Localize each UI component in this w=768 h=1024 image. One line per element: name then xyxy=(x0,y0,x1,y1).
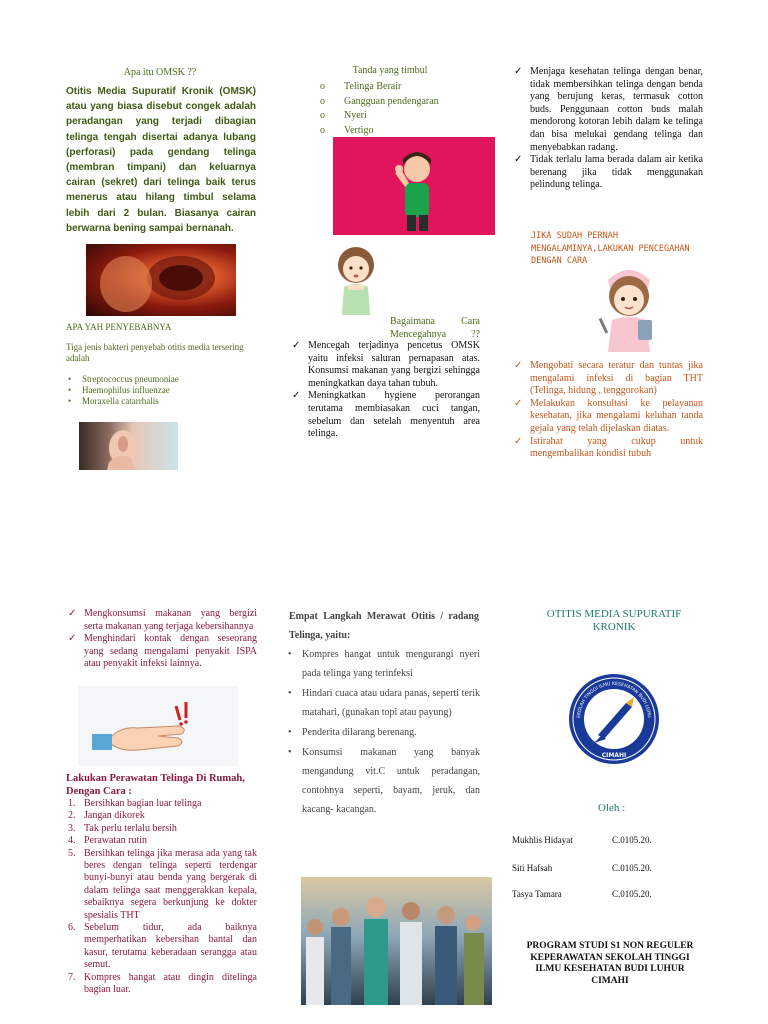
list-item: • Hindari cuaca atau udara panas, seperti terik matahari, (gunakan topi atau payung) xyxy=(286,684,480,722)
author-name: Siti Hafsah xyxy=(512,863,553,873)
list-item: ✓ Istirahat yang cukup untuk mengembalikan kondisi tubuh xyxy=(514,436,703,461)
list-item: 6. Sebelum tidur, ada baiknya memperhatikan kebersihan bantal dan kasur, terutama keberadaan serangga atau semut. xyxy=(68,922,257,971)
list-item: 3. Tak perlu terlalu bersih xyxy=(68,822,177,834)
stikes-logo xyxy=(568,673,660,765)
program-name: PROGRAM STUDI S1 NON REGULER KEPERAWATAN SEKOLAH TINGGI ILMU KESEHATAN BUDI LUHUR CIMAHI xyxy=(526,941,694,986)
cause-text: Tiga jenis bakteri penyebab otitis media tersering adalah xyxy=(66,342,244,363)
cause-heading: APA YAH PENYEBABNYA xyxy=(66,322,172,332)
list-item: ✓ Mengobati secara teratur dan tuntas jika mengalami infeksi di bagian THT (Telinga, hidung , tenggorokan) xyxy=(514,360,703,398)
hand-illustration xyxy=(78,686,238,766)
list-item: ✓ Melakukan konsultasi ke pelayanan kesehatan, jika mengalami keluhan tanda gejala yang telah dijelaskan diatas. xyxy=(514,398,703,436)
hygiene-list xyxy=(68,608,257,671)
author-id: C.0105.20. xyxy=(612,835,652,845)
list-item: ✓ Tidak terlalu lama berada dalam air ketika berenang jika tidak menggunakan pelindung telinga. xyxy=(514,154,703,192)
author-name: Mukhlis Hidayat xyxy=(512,835,573,845)
ear-care-list xyxy=(514,66,703,192)
thinking-girl-illustration xyxy=(330,245,382,315)
list-item: • Kompres hangat untuk mengurangi nyeri pada telinga yang terinfeksi xyxy=(286,645,480,683)
already-list xyxy=(514,360,703,461)
list-item: • Moraxella catarrhalis xyxy=(66,396,262,407)
authors-list xyxy=(512,835,712,915)
author-name: Tasya Tamara xyxy=(512,889,562,899)
author-id: C.0105.20. xyxy=(612,889,652,899)
home-care-list xyxy=(68,798,257,997)
author-row xyxy=(512,835,712,863)
list-item: o Vertigo xyxy=(318,124,488,139)
ear-pain-photo xyxy=(79,422,178,470)
prevent-heading: Bagaimana Cara Mencegahnya ?? xyxy=(390,316,480,340)
already-heading: JIKA SUDAH PERNAH MENGALAMINYA,LAKUKAN PENCEGAHAN DENGAN CARA xyxy=(531,231,690,266)
healthcare-workers-photo xyxy=(301,877,492,1005)
omsk-definition: Otitis Media Supuratif Kronik (OMSK) atau yang biasa disebut congek adalah peradangan yang terjadi dibagian telinga tengah disertai adanya lubang (perforasi) pada gendang telinga (membran timpani) dan keluarnya cairan (sekret) dari telinga baik terus menerus atau hilang timbul selama lebih dari 2 bulan. Biasanya cairan berwarna bening sampai bernanah. xyxy=(66,86,256,234)
omsk-question-heading: Apa itu OMSK ?? xyxy=(123,67,197,78)
list-item: ✓ Menjaga kesehatan telinga dengan benar, tidak membersihkan telinga dengan benda yang berujung keras, termasuk cotton buds. Penggunaan cotton buds malah mendorong kotoran lebih dalam ke telinga dan bisa melukai gendang telinga dan menyebabkan radang. xyxy=(514,66,703,154)
list-item: ✓ Mencegah terjadinya pencetus OMSK yaitu infeksi saluran pernapasan atas. Konsumsi makanan yang bergizi sehingga meningkatkan daya tahan tubuh. xyxy=(292,340,480,390)
home-care-heading: Lakukan Perawatan Telinga Di Rumah, Dengan Cara : xyxy=(66,773,245,797)
nurse-illustration xyxy=(596,262,662,352)
list-item: ✓ Mengkonsumsi makanan yang bergizi serta makanan yang terjaga kebersihannya xyxy=(68,608,257,633)
list-item: o Telinga Berair xyxy=(318,80,488,95)
headache-illustration xyxy=(333,137,495,235)
list-item: o Gangguan pendengaran xyxy=(318,95,488,110)
list-item: • Penderita dilarang berenang. xyxy=(286,723,480,742)
four-steps-heading: Empat Langkah Merawat Otitis / radang Telinga, yaitu: xyxy=(289,611,479,641)
list-item: o Nyeri xyxy=(318,109,488,124)
list-item: ✓ Meningkatkan hygiene perorangan terutama membiasakan cuci tangan, sebelum dan setelah menyentuh area telinga. xyxy=(292,390,480,440)
list-item: 5. Bersihkan telinga jika merasa ada yang tak beres dengan telinga seperti terdengar bunyi-bunyi atau benda yang bergerak di dalam telinga saat menggerakkan kepala, sebaiknya segera berkunjung ke dokter spesialis THT xyxy=(68,847,257,921)
ear-canal-photo xyxy=(86,244,236,316)
symptoms-heading: Tanda yang timbul xyxy=(352,65,428,76)
list-item: • Streptococcus pneumoniae xyxy=(66,374,262,385)
symptoms-list xyxy=(318,80,488,138)
logo-text: EKOLAH TINGGI ILMU KESEHATAN BUDI LUHU xyxy=(576,681,652,719)
list-item: 1. Bersihkan bagian luar telinga xyxy=(68,798,202,809)
four-steps-list xyxy=(286,645,480,819)
cover-title: OTITIS MEDIA SUPURATIF KRONIK xyxy=(546,608,682,633)
author-id: C.0105.20. xyxy=(612,863,652,873)
logo-city: CIMAHI xyxy=(601,752,627,759)
list-item: 7. Kompres hangat atau dingin ditelinga bagian luar. xyxy=(68,971,257,996)
bacteria-list xyxy=(66,374,262,407)
list-item: • Konsumsi makanan yang banyak mengandung vit.C untuk peradangan, contohnya seperti, bayam, jeruk, dan kacang- kacangan. xyxy=(286,743,480,819)
by-label: Oleh : xyxy=(598,802,626,814)
author-row xyxy=(512,889,712,915)
prevent-list xyxy=(292,340,480,441)
list-item: 4. Perawatan rutin xyxy=(68,835,148,847)
author-row xyxy=(512,863,712,889)
list-item: ✓ Menghindari kontak dengan seseorang yang sedang mengalami penyakit ISPA atau penyakit infeksi lainnya. xyxy=(68,633,257,671)
list-item: 2. Jangan dikorek xyxy=(68,810,145,822)
list-item: • Haemophilus influenzae xyxy=(66,385,262,396)
